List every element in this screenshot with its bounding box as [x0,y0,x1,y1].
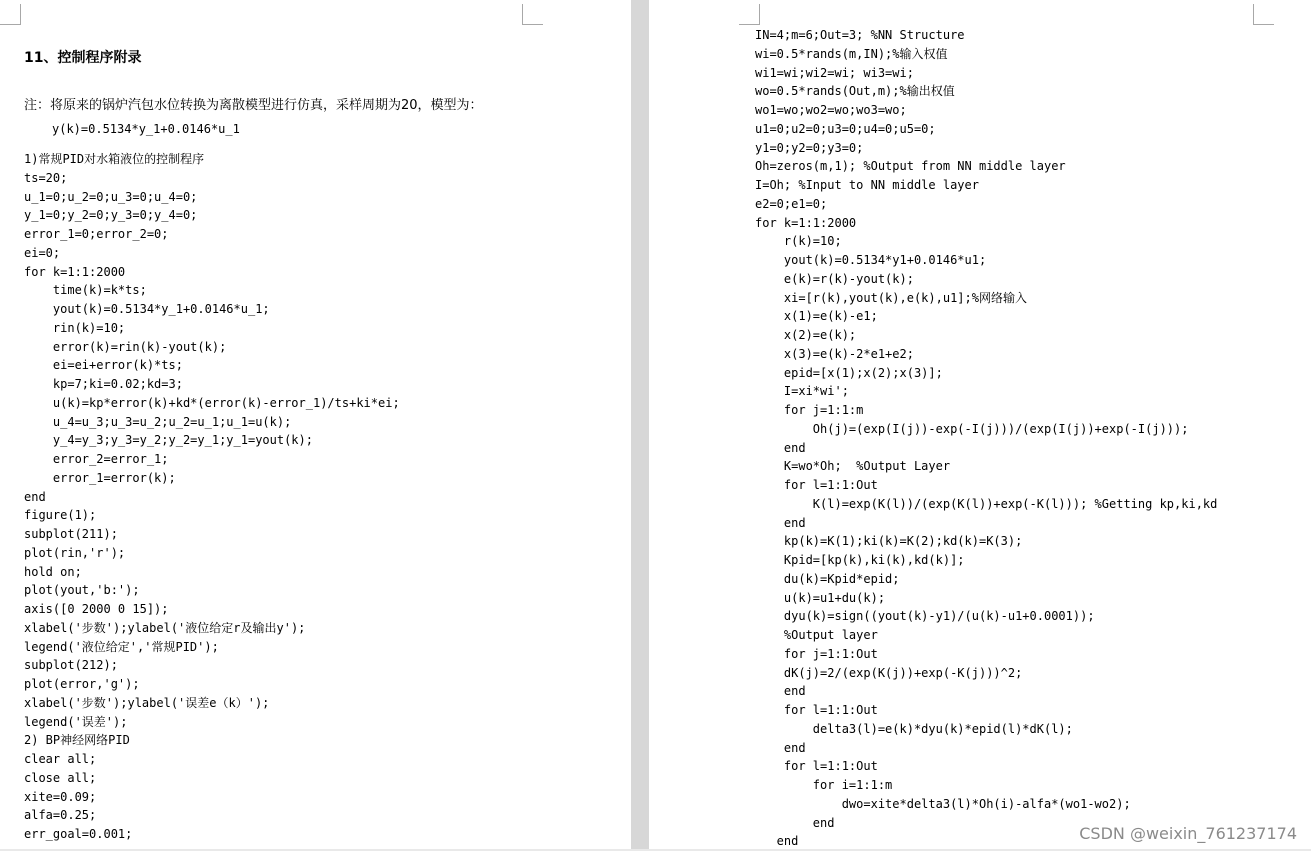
code-line: wo1=wo;wo2=wo;wo3=wo; [755,103,907,117]
code-line: axis([0 2000 0 15]); [24,602,169,616]
model-note: 注：将原来的锅炉汽包水位转换为离散模型进行仿真，采样周期为20，模型为： [24,98,483,113]
code-line: x(2)=e(k); [755,328,857,342]
page-corner-mark [522,4,543,25]
page-corner-mark [0,4,21,25]
code-line: wi=0.5*rands(m,IN);%输入权值 [755,46,948,61]
code-line: end [755,815,835,830]
code-line: xlabel('步数');ylabel('误差e（k）'); [24,695,270,710]
code-line: for k=1:1:2000 [755,215,857,230]
code-line: plot(error,'g'); [24,677,140,691]
code-line: e2=0;e1=0; [755,196,828,211]
code-line: plot(yout,'b:'); [24,583,140,598]
code-line: y_1=0;y_2=0;y_3=0;y_4=0; [24,208,198,223]
code-line: dyu(k)=sign((yout(k)-y1)/(u(k)-u1+0.0001)); [755,609,1095,624]
code-line: du(k)=Kpid*epid; [755,571,900,586]
code-line: I=xi*wi'; [755,384,849,399]
code-line: end [755,834,799,849]
code-line: %Output layer [755,628,878,642]
code-line: y_4=y_3;y_3=y_2;y_2=y_1;y_1=yout(k); [24,433,313,448]
code-line: clear all; [24,752,97,766]
code-line: 1)常规PID对水箱液位的控制程序 [24,152,205,166]
code-line: for j=1:1:m [755,403,864,417]
code-line: K(l)=exp(K(l))/(exp(K(l))+exp(-K(l))); %Getting kp,ki,kd [755,496,1218,511]
code-line: u(k)=u1+du(k); [755,590,886,605]
code-line: I=Oh; %Input to NN middle layer [755,178,979,192]
code-line: x(3)=e(k)-2*e1+e2; [755,346,914,361]
code-line: ts=20; [24,170,68,185]
code-line: ei=0; [24,245,61,260]
code-line: time(k)=k*ts; [24,283,147,298]
code-line: Kpid=[kp(k),ki(k),kd(k)]; [755,553,965,567]
code-line: for i=1:1:m [755,778,893,792]
code-line: alfa=0.25; [24,808,97,823]
code-line: end [755,515,806,530]
code-block-right [755,26,1217,851]
code-line: xi=[r(k),yout(k),e(k),u1];%网络输入 [755,290,1027,305]
code-line: kp=7;ki=0.02;kd=3; [24,377,183,391]
code-line: K=wo*Oh; %Output Layer [755,459,951,474]
code-line: u(k)=kp*error(k)+kd*(error(k)-error_1)/ts+ki*ei; [24,395,400,410]
code-line: error_2=error_1; [24,452,169,466]
code-line: end [755,684,806,699]
code-line: for k=1:1:2000 [24,264,126,279]
code-line: yout(k)=0.5134*y_1+0.0146*u_1; [24,302,270,316]
code-line: yout(k)=0.5134*y1+0.0146*u1; [755,253,987,267]
code-line: ei=ei+error(k)*ts; [24,358,183,373]
code-line: legend('误差'); [24,714,128,729]
code-line: figure(1); [24,508,97,523]
code-line: x(1)=e(k)-e1; [755,309,878,324]
code-line: y1=0;y2=0;y3=0; [755,140,864,155]
code-line: end [755,740,806,755]
code-line: end [24,489,46,504]
code-line: dK(j)=2/(exp(K(j))+exp(-K(j)))^2; [755,665,1023,680]
code-line: epid=[x(1);x(2);x(3)]; [755,365,943,380]
code-line: delta3(l)=e(k)*dyu(k)*epid(l)*dK(l); [755,721,1073,736]
code-line: u_1=0;u_2=0;u_3=0;u_4=0; [24,189,198,204]
code-line: err_goal=0.001; [24,827,133,841]
code-line: error_1=error(k); [24,470,176,485]
watermark: CSDN @weixin_761237174 [1079,824,1297,843]
code-line: Oh(j)=(exp(I(j))-exp(-I(j)))/(exp(I(j))+exp(-I(j))); [755,421,1189,436]
code-line: kp(k)=K(1);ki(k)=K(2);kd(k)=K(3); [755,534,1023,549]
code-line: end [755,440,806,455]
code-line: for l=1:1:Out [755,478,878,492]
code-line: u1=0;u2=0;u3=0;u4=0;u5=0; [755,121,936,136]
code-line: e(k)=r(k)-yout(k); [755,271,914,286]
code-line: subplot(212); [24,658,118,673]
code-line: wi1=wi;wi2=wi; wi3=wi; [755,65,914,80]
code-line: 2) BP神经网络PID [24,733,130,748]
code-line: for j=1:1:Out [755,646,878,661]
code-line: r(k)=10; [755,234,842,249]
code-line: plot(rin,'r'); [24,545,126,560]
code-line: xlabel('步数');ylabel('液位给定r及输出y'); [24,620,306,635]
code-line: rin(k)=10; [24,320,126,335]
code-line: close all; [24,770,97,785]
page-corner-mark [1253,4,1274,25]
code-line: for l=1:1:Out [755,703,878,717]
code-line: Oh=zeros(m,1); %Output from NN middle layer [755,159,1066,174]
code-line: dwo=xite*delta3(l)*Oh(i)-alfa*(wo1-wo2); [755,796,1131,811]
page-corner-mark [739,4,760,25]
code-line: wo=0.5*rands(Out,m);%输出权值 [755,84,955,99]
code-block-left [24,150,400,844]
code-line: IN=4;m=6;Out=3; %NN Structure [755,28,965,42]
model-formula: y(k)=0.5134*y_1+0.0146*u_1 [52,122,240,136]
code-line: error(k)=rin(k)-yout(k); [24,339,227,354]
code-line: u_4=u_3;u_3=u_2;u_2=u_1;u_1=u(k); [24,414,292,429]
section-title: 11、控制程序附录 [24,50,142,66]
code-line: for l=1:1:Out [755,759,878,774]
page-gutter [631,0,649,849]
code-line: subplot(211); [24,527,118,541]
code-line: error_1=0;error_2=0; [24,227,169,241]
code-line: legend('液位给定','常规PID'); [24,639,219,654]
code-line: hold on; [24,564,82,579]
code-line: xite=0.09; [24,789,97,804]
